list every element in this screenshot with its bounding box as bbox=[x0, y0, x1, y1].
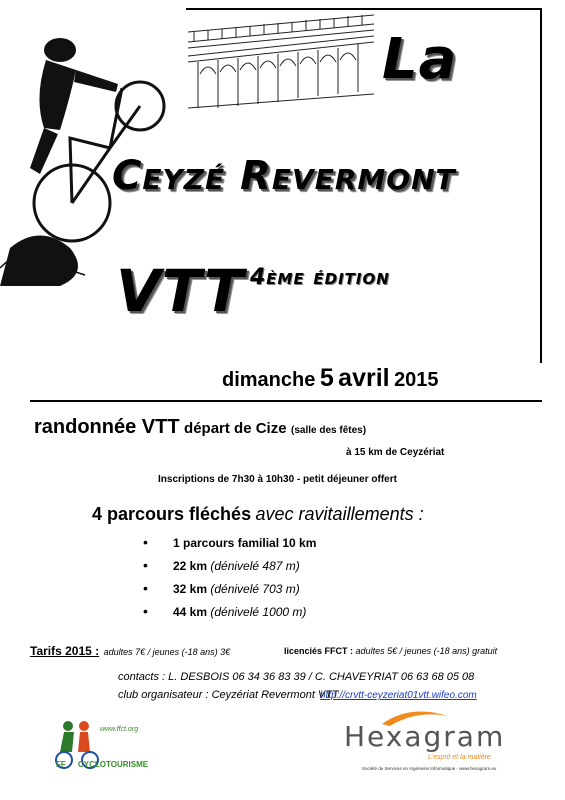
ffct-url: www.ffct.org bbox=[100, 726, 139, 733]
hexagram-tagline: L'esprit et la matière bbox=[428, 754, 491, 761]
hexagram-logo bbox=[340, 710, 530, 780]
contacts-label: contacts : bbox=[118, 671, 166, 683]
club-label: club organisateur : bbox=[118, 689, 209, 701]
aqueduct-illustration bbox=[188, 14, 374, 112]
ffct-name-line bbox=[56, 760, 148, 769]
parcours-list bbox=[143, 536, 443, 628]
tarifs-licencies: adultes 5€ / jeunes (-18 ans) gratuit bbox=[355, 646, 498, 656]
club-line bbox=[118, 689, 339, 701]
frame-right-line bbox=[540, 8, 542, 363]
tarifs-adultes: adultes 7€ / jeunes (-18 ans) 3€ bbox=[103, 647, 231, 657]
date-month: avril bbox=[338, 364, 390, 392]
contacts-line bbox=[118, 671, 474, 683]
hexagram-name: Hexagram bbox=[344, 720, 506, 753]
list-item: • 1 parcours familial 10 km bbox=[143, 536, 443, 559]
tarifs-line bbox=[30, 642, 230, 660]
parcours-headline-line bbox=[92, 504, 424, 525]
rando-line bbox=[34, 416, 366, 439]
rando-venue: (salle des fêtes) bbox=[291, 425, 367, 436]
hexagram-footer: Société de Services en Ingénierie Informatique - www.hexagram.eu bbox=[362, 766, 497, 771]
club-website-link[interactable]: http://crvtt-ceyzeriat01vtt.wifeo.com bbox=[320, 690, 477, 701]
date-year: 2015 bbox=[394, 369, 439, 391]
frame-top-line bbox=[186, 8, 542, 10]
ffct-name: CYCLOTOURISME bbox=[78, 760, 149, 769]
event-date bbox=[222, 364, 439, 393]
tarifs-label: Tarifs 2015 : bbox=[30, 644, 100, 658]
frame-bottom-line bbox=[30, 400, 542, 402]
rando-headline: randonnée VTT bbox=[34, 416, 180, 438]
ffct-logo bbox=[50, 716, 160, 774]
club-name: Ceyzériat Revermont VTT bbox=[211, 689, 339, 701]
list-item: • 44 km (dénivelé 1000 m) bbox=[143, 605, 443, 628]
title-edition: 4ème édition bbox=[250, 265, 390, 290]
tarifs-licencies-label: licenciés FFCT : bbox=[284, 646, 354, 656]
rando-inscriptions: Inscriptions de 7h30 à 10h30 - petit déjeuner offert bbox=[158, 474, 397, 485]
date-day-label: dimanche bbox=[222, 369, 316, 391]
rando-distance-note: à 15 km de Ceyzériat bbox=[346, 447, 445, 458]
tarifs-licencies-line bbox=[284, 646, 497, 656]
list-item: • 22 km (dénivelé 487 m) bbox=[143, 559, 443, 582]
title-vtt: VTT bbox=[116, 257, 245, 325]
date-day-number: 5 bbox=[319, 364, 334, 392]
parcours-headline: 4 parcours fléchés bbox=[92, 504, 252, 524]
title-la: La bbox=[382, 27, 458, 92]
rando-depart: départ de Cize bbox=[184, 420, 287, 437]
list-item: • 32 km (dénivelé 703 m) bbox=[143, 582, 443, 605]
contacts-text: L. DESBOIS 06 34 36 83 39 / C. CHAVEYRIAT 06 63 68 05 08 bbox=[168, 671, 475, 683]
title-ceyze-revermont: Ceyzé Revermont bbox=[112, 153, 456, 199]
ffct-prefix: FF bbox=[56, 760, 66, 769]
parcours-headline-suffix: avec ravitaillements : bbox=[255, 504, 424, 524]
